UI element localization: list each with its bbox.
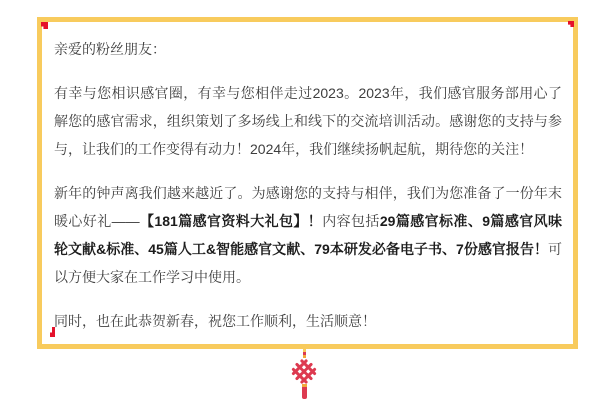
gift-tail-text: 可以方便大家在工作学习中使用。	[54, 241, 562, 285]
tassel	[302, 387, 307, 399]
gift-title-text: 【181篇感官资料大礼包】！	[139, 213, 323, 229]
chinese-knot-icon	[290, 358, 318, 385]
paragraph-gift	[54, 179, 562, 291]
corner-fold-top-left-icon	[41, 22, 48, 29]
gift-middle-text: 内容包括	[322, 213, 380, 229]
closing-greeting: 同时，也在此恭贺新春，祝您工作顺利，生活顺意！	[54, 313, 376, 329]
corner-fold-top-right-icon	[568, 21, 574, 27]
gift-contents-text: 29篇感官标准、9篇感官风味轮文献&标准、45篇人工&智能感官文献、79本研发必备电子书、7份感官报告！	[54, 213, 563, 257]
letter-body	[54, 35, 562, 335]
letter-card	[37, 17, 578, 349]
knot-thread	[303, 349, 306, 358]
chinese-knot-decoration	[290, 349, 318, 399]
salutation: 亲爱的粉丝朋友：	[54, 41, 166, 57]
paragraph-year-review: 有幸与您相识感官圈，有幸与您相伴走过2023。2023年，我们感官服务部用心了解您的感官需求，组织策划了多场线上和线下的交流培训活动。感谢您的支持与参与，让我们的工作变得有动力！2024年，我们继续扬帆起航，期待您的关注！	[54, 85, 562, 157]
gift-lead-text: 新年的钟声离我们越来越近了。为感谢您的支持与相伴，我们为您准备了一份年末暖心好礼——	[54, 185, 562, 229]
